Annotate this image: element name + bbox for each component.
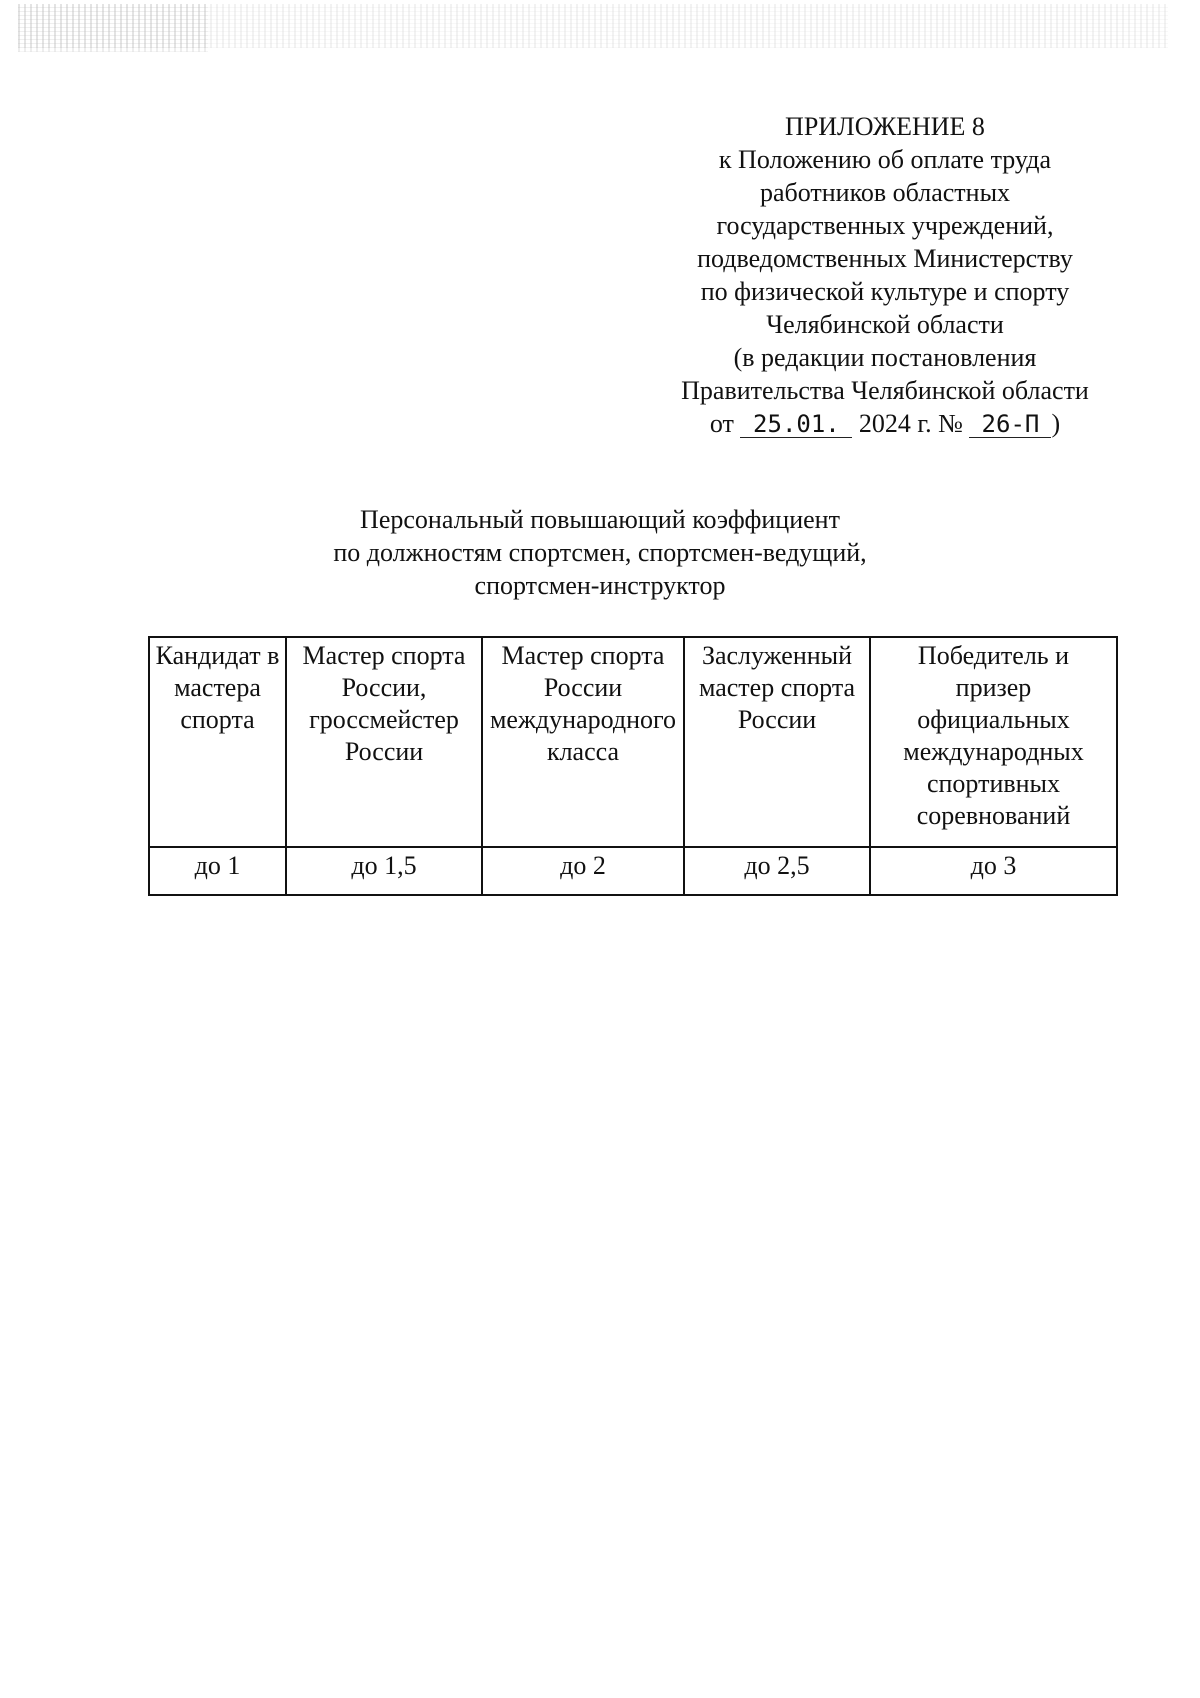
title-line: спортсмен-инструктор [474, 571, 726, 600]
appendix-line: по физической культуре и спорту [700, 277, 1070, 306]
closing-paren: ) [1051, 409, 1061, 438]
appendix-line: государственных учреждений, [716, 211, 1054, 240]
header-master-of-sport [286, 637, 482, 847]
appendix-line: к Положению об оплате труда [718, 145, 1052, 174]
decree-number: 26-П [969, 411, 1051, 438]
header-text: соревнований [916, 801, 1071, 830]
header-international-master [482, 637, 684, 847]
header-text: мастера [174, 673, 261, 702]
appendix-line: (в редакции постановления [733, 343, 1037, 372]
coefficient-table [148, 636, 1118, 896]
appendix-title: ПРИЛОЖЕНИЕ 8 [785, 112, 985, 141]
header-text: России [344, 737, 424, 766]
appendix-date-line [650, 407, 1120, 440]
appendix-line: работников областных [759, 178, 1011, 207]
decree-date: 25.01. [740, 411, 852, 438]
header-text: класса [546, 737, 620, 766]
header-honored-master [684, 637, 870, 847]
decree-year: 2024 г. № [858, 409, 963, 438]
header-text: Мастер спорта [501, 641, 665, 670]
header-text: мастер спорта [698, 673, 856, 702]
header-text: официальных [917, 705, 1070, 734]
header-text: Кандидат в [155, 641, 280, 670]
header-text: Заслуженный [701, 641, 853, 670]
title-line: Персональный повышающий коэффициент [360, 505, 840, 534]
table-cell: до 2 [482, 847, 684, 895]
table-cell: до 1,5 [286, 847, 482, 895]
header-text: России [737, 705, 817, 734]
appendix-header [650, 110, 1120, 440]
header-text: России, [341, 673, 427, 702]
header-text: Победитель и [917, 641, 1070, 670]
header-text: гроссмейстер [309, 705, 459, 734]
table-row [149, 847, 1117, 895]
header-text: международного [489, 705, 677, 734]
date-prefix: от [709, 409, 734, 438]
title-line: по должностям спортсмен, спортсмен-ведущий, [333, 538, 867, 567]
table-cell: до 1 [149, 847, 286, 895]
header-international-winner [870, 637, 1117, 847]
table-cell: до 3 [870, 847, 1117, 895]
header-text: международных [903, 737, 1084, 766]
header-text: Мастер спорта [302, 641, 466, 670]
header-candidate-master [149, 637, 286, 847]
appendix-line: Правительства Челябинской области [681, 376, 1089, 405]
header-text: призер [955, 673, 1032, 702]
appendix-line: подведомственных Министерству [697, 244, 1073, 273]
table-header-row [149, 637, 1117, 847]
document-title [240, 503, 960, 602]
header-text: России [543, 673, 623, 702]
header-text: спорта [180, 705, 255, 734]
header-text: спортивных [926, 769, 1061, 798]
table-cell: до 2,5 [684, 847, 870, 895]
appendix-line: Челябинской области [766, 310, 1004, 339]
scan-artifact [18, 4, 1168, 48]
